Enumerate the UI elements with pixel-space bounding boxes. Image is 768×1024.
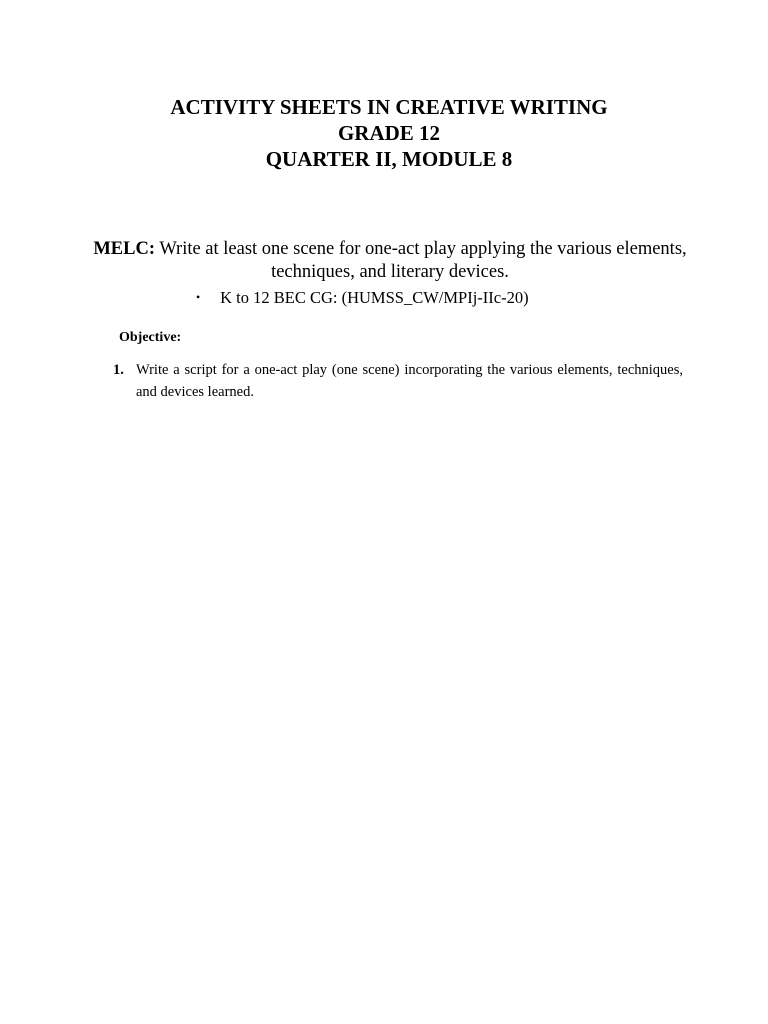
objective-heading: Objective: — [119, 330, 182, 345]
objective-number: 1. — [113, 362, 124, 378]
objective-list-item — [113, 359, 683, 403]
title-line-grade: GRADE 12 — [337, 121, 441, 145]
competency-code-text: K to 12 BEC CG: (HUMSS_CW/MPIj-IIc-20) — [220, 288, 529, 307]
melc-text: Write at least one scene for one-act play applying the various elements, techniques, and literary devices. — [159, 239, 687, 282]
document-title — [0, 94, 768, 172]
objective-text: Write a script for a one-act play (one scene) incorporating the various elements, techniques, and devices learned. — [136, 362, 683, 400]
melc-label: MELC: — [93, 239, 156, 259]
title-line-subject: ACTIVITY SHEETS IN CREATIVE WRITING — [170, 95, 608, 119]
melc-statement — [90, 238, 690, 284]
bullet-icon: • — [196, 290, 201, 304]
title-line-quarter-module: QUARTER II, MODULE 8 — [265, 147, 513, 171]
competency-code-item — [196, 286, 529, 309]
